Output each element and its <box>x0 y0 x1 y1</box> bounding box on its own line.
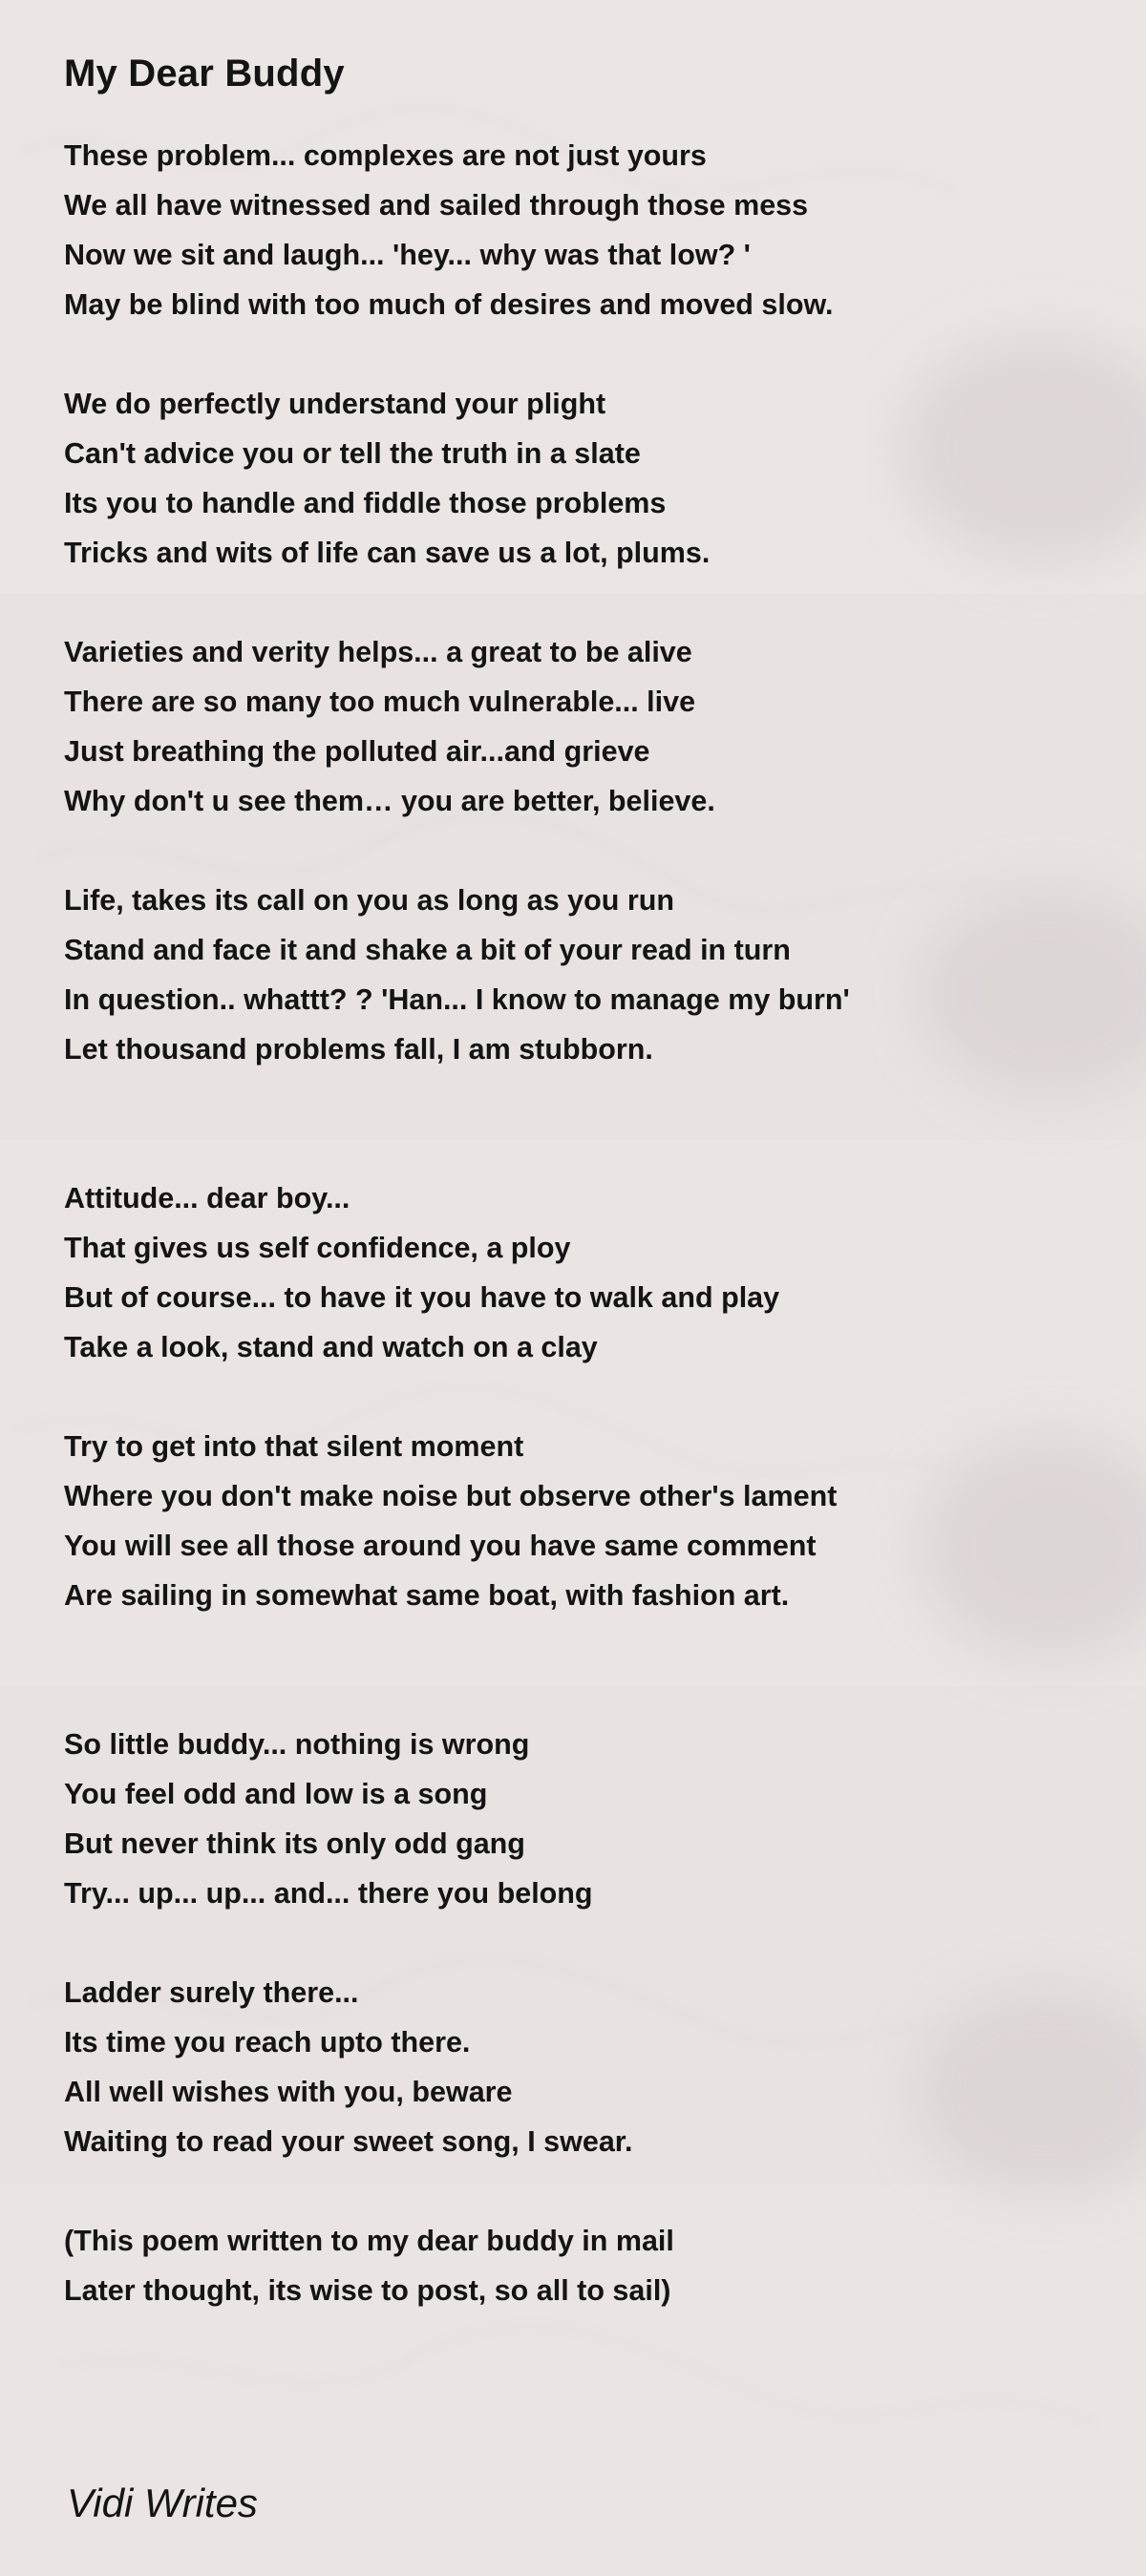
stanza <box>64 1968 1105 2166</box>
poem-line: May be blind with too much of desires and moved slow. <box>64 288 834 321</box>
stanza <box>64 2216 1105 2315</box>
stanza <box>64 1720 1105 1918</box>
poem-line: Why don't u see them… you are better, believe. <box>64 785 715 817</box>
poem-line: There are so many too much vulnerable... live <box>64 686 696 718</box>
poem-line: Attitude... dear boy... <box>64 1182 350 1214</box>
poem-line: Let thousand problems fall, I am stubborn. <box>64 1033 653 1066</box>
poem-line: Where you don't make noise but observe other's lament <box>64 1480 838 1512</box>
poem-line: Tricks and wits of life can save us a lot, plums. <box>64 537 711 569</box>
stanza <box>64 131 1105 329</box>
poem-line: Try... up... up... and... there you belong <box>64 1877 593 1910</box>
stanza <box>64 379 1105 578</box>
poem-line: That gives us self confidence, a ploy <box>64 1232 571 1264</box>
poem-line: Varieties and verity helps... a great to be alive <box>64 636 692 668</box>
poem-line: Just breathing the polluted air...and grieve <box>64 735 650 768</box>
poem-line: All well wishes with you, beware <box>64 2076 513 2108</box>
poem-line: Stand and face it and shake a bit of your read in turn <box>64 934 791 966</box>
poem-line: We do perfectly understand your plight <box>64 388 606 420</box>
poem-line: Later thought, its wise to post, so all to sail) <box>64 2274 671 2307</box>
stanza <box>64 1173 1105 1372</box>
poem-line: So little buddy... nothing is wrong <box>64 1728 530 1761</box>
poem-line: In question.. whattt? ? 'Han... I know to manage my burn' <box>64 983 850 1016</box>
poem-line: Its time you reach upto there. <box>64 2026 471 2059</box>
stanza <box>64 627 1105 826</box>
poem-line: Waiting to read your sweet song, I swear. <box>64 2125 633 2158</box>
poem-line: You will see all those around you have same comment <box>64 1530 817 1562</box>
poem-line: Are sailing in somewhat same boat, with fashion art. <box>64 1579 790 1612</box>
poem-line: Ladder surely there... <box>64 1976 359 2009</box>
poem-line: But never think its only odd gang <box>64 1827 525 1860</box>
poem-line: Life, takes its call on you as long as you run <box>64 884 674 917</box>
poem-line: Now we sit and laugh... 'hey... why was that low? ' <box>64 239 751 271</box>
poem-line: But of course... to have it you have to walk and play <box>64 1281 780 1314</box>
poem-line: You feel odd and low is a song <box>64 1778 488 1810</box>
poem-line: Try to get into that silent moment <box>64 1430 524 1463</box>
stanza <box>64 1422 1105 1620</box>
poem-body <box>64 131 1105 2315</box>
poem-line: Take a look, stand and watch on a clay <box>64 1331 598 1363</box>
author-signature: Vidi Writes <box>67 2481 258 2525</box>
poem-line: We all have witnessed and sailed through those mess <box>64 189 809 222</box>
stanza <box>64 876 1105 1074</box>
poem-line: Its you to handle and fiddle those problems <box>64 487 667 519</box>
poem-line: (This poem written to my dear buddy in mail <box>64 2225 674 2257</box>
poem-line: These problem... complexes are not just yours <box>64 139 707 172</box>
poem-title: My Dear Buddy <box>64 53 345 95</box>
poem-line: Can't advice you or tell the truth in a slate <box>64 437 641 470</box>
